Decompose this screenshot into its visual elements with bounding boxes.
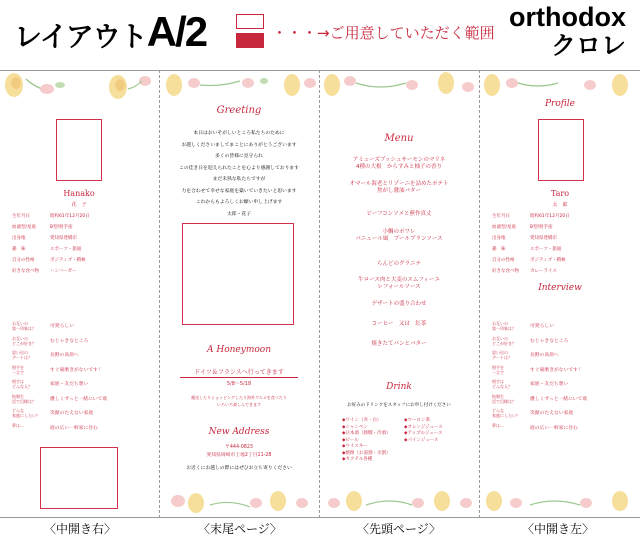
menu-item: 牛ロース肉と大麦のスムフィーユ レフォールソース	[358, 277, 440, 290]
greeting-line: 多くの皆様に見守られ	[215, 154, 263, 159]
interview-question-line: お互いの	[492, 335, 508, 341]
greeting-line: お越しくださいましてまことにありがとうございます	[181, 142, 297, 148]
interview-answer: 優しくずっと一緒にいて欲	[530, 396, 588, 402]
flower-border-icon	[160, 71, 318, 105]
interview-question-line: どこが好き？	[492, 340, 516, 346]
interview-question-line: どんな	[492, 408, 504, 413]
fold-line	[479, 70, 480, 518]
interview-question	[12, 423, 52, 428]
menu-item: アミューズブッシュサーモンのマリネ 4種の大根 からすみと柚子の香り	[352, 157, 446, 170]
interview-answer: すぐ歯磨きがないです！	[530, 367, 583, 373]
drink-heading: Drink	[386, 382, 412, 392]
drink-item: ◆パインジュース	[404, 437, 439, 443]
interview-answer: 笑顔のたえない家庭	[50, 411, 94, 416]
flower-border-icon	[0, 71, 158, 105]
greeting-line: 力を合わせて幸せな家庭を築いていきたいと思います	[181, 188, 297, 194]
panel-groom	[480, 71, 640, 517]
interview-question-line: 思い出の	[492, 350, 508, 355]
legend-outline-box	[236, 14, 264, 29]
drink-item: ◆シャンペン	[342, 424, 368, 430]
drink-intro: お好みのドリンクをスタッフにお申し付けください	[347, 403, 451, 408]
caption-last-page: 〈末尾ページ〉	[198, 522, 282, 536]
interview-question	[492, 336, 532, 346]
interview-answer: 笑顔のたえない家庭	[530, 411, 574, 416]
interview-question-line: 結婚生	[492, 393, 504, 399]
menu-item: 焼きたてパンとバター	[371, 341, 427, 347]
profile-value: 愛知県豊橋市	[530, 236, 557, 241]
interview-question	[12, 379, 52, 389]
interview-answer: 長野の高原へ	[50, 353, 79, 358]
interview-question-line: 家庭にしたい？	[12, 413, 40, 418]
interview-question-line: 結婚生	[12, 393, 24, 399]
interview-question-line: 相手を	[12, 364, 24, 370]
page-title	[14, 8, 206, 56]
flower-border-icon	[320, 483, 478, 517]
layout-sheet	[0, 70, 640, 518]
interview-question-line: 思い出の	[12, 350, 28, 355]
drink-item: ◆日本酒（熱燗・冷酒）	[342, 431, 391, 436]
interview-question	[492, 379, 532, 389]
menu-item: ビーフコンソメと蕪作真丈	[366, 211, 432, 217]
profile-label: 出身地	[492, 236, 506, 241]
interview-question-line: 夢は…	[12, 422, 24, 428]
interview-question-line: 相手を	[492, 364, 504, 370]
drink-item: ◆オレンジジュース	[404, 424, 443, 430]
profile-value: スポーツ・旅通	[50, 247, 82, 252]
profile-label: 生年月日	[12, 214, 30, 219]
interview-question-line: どんな人？	[492, 384, 512, 389]
interview-question	[12, 350, 52, 360]
drink-item: ◆ワイン（赤・白）	[342, 418, 382, 423]
interview-heading: Interview	[538, 283, 582, 293]
interview-answer: 優しくずっと一緒にいて欲	[50, 396, 108, 402]
interview-question	[12, 321, 52, 331]
groom-photo-placeholder	[538, 119, 584, 181]
interview-question	[12, 336, 52, 346]
interview-question	[492, 408, 532, 418]
bride-name-en: Hanako	[63, 189, 95, 198]
interview-question-line: どんな人？	[12, 384, 32, 389]
interview-answer: 可愛らしい	[50, 324, 74, 329]
title-suffix: A/2	[146, 8, 207, 55]
profile-label: 趣 味	[12, 247, 26, 252]
profile-label: 好きな食べ物	[492, 269, 519, 274]
interview-question	[492, 365, 532, 375]
interview-question-line: デートは？	[12, 355, 32, 360]
profile-label: 自分の性格	[12, 258, 35, 263]
fold-line	[319, 70, 320, 518]
menu-item: らんどのグラニテ	[376, 261, 421, 267]
interview-question-line: 第一印象は？	[12, 326, 36, 331]
profile-value: ポジティブ・積極	[530, 258, 566, 263]
brand	[509, 4, 626, 59]
menu-item: 小鯛のポワレ バニュール風 ブールブランソース	[355, 229, 443, 242]
flower-border-icon	[320, 71, 478, 105]
profile-value: B型/射手座	[530, 225, 553, 230]
menu-item: デザートの盛り合わせ	[371, 301, 427, 307]
panel-last-page	[160, 71, 318, 517]
drink-item: ◆焼酎（お湯割・水割）	[342, 450, 391, 456]
brand-ja: クロレ	[550, 32, 626, 60]
groom-name-ja: 太 郎	[552, 202, 568, 208]
menu-heading: Menu	[384, 133, 414, 144]
drink-item: ◆ウーロン茶	[404, 418, 430, 423]
title-prefix: レイアウト	[14, 21, 147, 52]
greeting-heading: Greeting	[216, 105, 262, 116]
interview-question	[492, 321, 532, 331]
address-closing: お近くにお越しの際にはぜひお立ち寄りください	[186, 466, 292, 471]
honeymoon-destination: ドイツ＆フランスへ行ってきます	[194, 369, 284, 376]
interview-answer: むじゃきなところ	[530, 338, 569, 344]
profile-label: 出身地	[12, 236, 26, 241]
profile-value: カレーライス	[530, 269, 557, 274]
brand-en: orthodox	[509, 2, 626, 32]
greeting-line: これからもよろしくお願い申し上げます	[195, 200, 283, 205]
menu-item: コーヒー 又は 紅茶	[371, 321, 427, 327]
interview-question-line: 活で目標は？	[12, 398, 36, 404]
interview-answer: すぐ歯磨きがないです！	[50, 367, 103, 373]
flower-border-icon	[480, 483, 640, 517]
honeymoon-note-2: いろいろ楽しんできます	[217, 402, 261, 407]
interview-answer: 長野の高原へ	[530, 353, 559, 358]
profile-label: 趣 味	[492, 247, 506, 252]
greeting-line: 本日はおいそがしいところ私たちのために	[193, 131, 285, 136]
interview-question-line: 夢は…	[492, 422, 504, 428]
profile-value: 愛知県豊橋市	[50, 236, 77, 241]
greeting-line: この佳き日を迎えられたことを心より感謝しております	[179, 165, 299, 171]
interview-question-line: 一言で	[12, 369, 24, 375]
profile-label: 血液型/星座	[12, 225, 37, 230]
profile-label: 生年月日	[492, 214, 510, 219]
interview-question-line: お互いの	[12, 321, 28, 326]
panel-first-page	[320, 71, 478, 517]
interview-question-line: 一言で	[492, 369, 504, 375]
interview-question-line: 活で目標は？	[492, 398, 516, 404]
honeymoon-note-1: 観光したりショッピングしたり海外グルメを食べたり	[191, 395, 287, 400]
interview-question	[12, 408, 52, 418]
bride-bottom-photo-placeholder	[40, 447, 118, 509]
bride-name-ja: 花 子	[71, 202, 87, 208]
interview-answer: 庭の広い一軒家に住む	[530, 425, 578, 431]
bride-photo-placeholder	[56, 119, 102, 181]
caption-inner-right: 〈中開き右〉	[44, 522, 117, 536]
interview-answer: むじゃきなところ	[50, 338, 89, 344]
groom-name-en: Taro	[550, 189, 570, 198]
profile-label: 好きな食べ物	[12, 269, 39, 274]
fold-line	[159, 70, 160, 518]
couple-photo-placeholder	[182, 223, 294, 325]
profile-value: 昭和61年12月20日	[50, 214, 90, 219]
flower-border-icon	[160, 483, 318, 517]
interview-question	[12, 365, 52, 375]
interview-question-line: デートは？	[492, 355, 512, 360]
drink-item: ◆カクテル各種	[342, 457, 373, 462]
interview-question	[492, 350, 532, 360]
greeting-line: 太郎・花子	[227, 211, 251, 217]
caption-first-page: 〈先頭ページ〉	[357, 522, 441, 536]
profile-value: スポーツ・旅通	[530, 247, 562, 252]
honeymoon-dates: 5/8～5/18	[226, 381, 252, 387]
caption-inner-left: 〈中開き左〉	[522, 522, 595, 536]
interview-question-line: 相手は	[12, 379, 24, 384]
profile-value: ハンバーガー	[50, 269, 77, 274]
interview-answer: 家族・友だち想い	[530, 382, 569, 387]
drink-item: ◆ウイスキー	[342, 444, 368, 449]
address-line: 愛知県岡崎市上地2丁目11-28	[206, 453, 272, 458]
interview-question-line: 第一印象は？	[492, 326, 516, 331]
legend-text: ・・・→ご用意していただく範囲	[272, 24, 495, 42]
interview-question	[12, 394, 52, 404]
drink-item: ◆ビール	[342, 437, 359, 443]
profile-value: 昭和61年12月20日	[530, 214, 570, 219]
interview-answer: 家族・友だち想い	[50, 382, 89, 387]
profile-value: B型/射手座	[50, 225, 73, 230]
interview-question-line: 家庭にしたい？	[492, 413, 520, 418]
honeymoon-heading: A Honeymoon	[206, 345, 271, 355]
interview-question-line: どんな	[12, 408, 24, 413]
interview-answer: 庭の広い一軒家に住む	[50, 425, 98, 431]
profile-value: ポジティブ・積極	[50, 258, 86, 263]
profile-label: 血液型/星座	[492, 225, 517, 230]
interview-question-line: どこが好き？	[12, 340, 36, 346]
interview-question-line: 相手は	[492, 379, 504, 384]
menu-item: オマール海老とリゾーニを詰めたポテト 焦がし醤油バター	[349, 181, 449, 194]
panel-bride	[0, 71, 158, 517]
greeting-line: まだ未熟な私たちですが	[212, 177, 266, 182]
interview-question-line: お互いの	[492, 321, 508, 326]
interview-question	[492, 423, 532, 428]
interview-question	[492, 394, 532, 404]
profile-label: 自分の性格	[492, 258, 515, 263]
interview-question-line: お互いの	[12, 335, 28, 341]
legend-filled-box	[236, 33, 264, 48]
address-postal: 〒444-0823	[225, 445, 253, 450]
honeymoon-divider	[180, 377, 298, 378]
profile-heading: Profile	[545, 99, 575, 109]
drink-item: ◆アップルジュース	[404, 431, 443, 436]
address-heading: New Address	[208, 427, 270, 437]
interview-answer: 可愛らしい	[530, 324, 554, 329]
